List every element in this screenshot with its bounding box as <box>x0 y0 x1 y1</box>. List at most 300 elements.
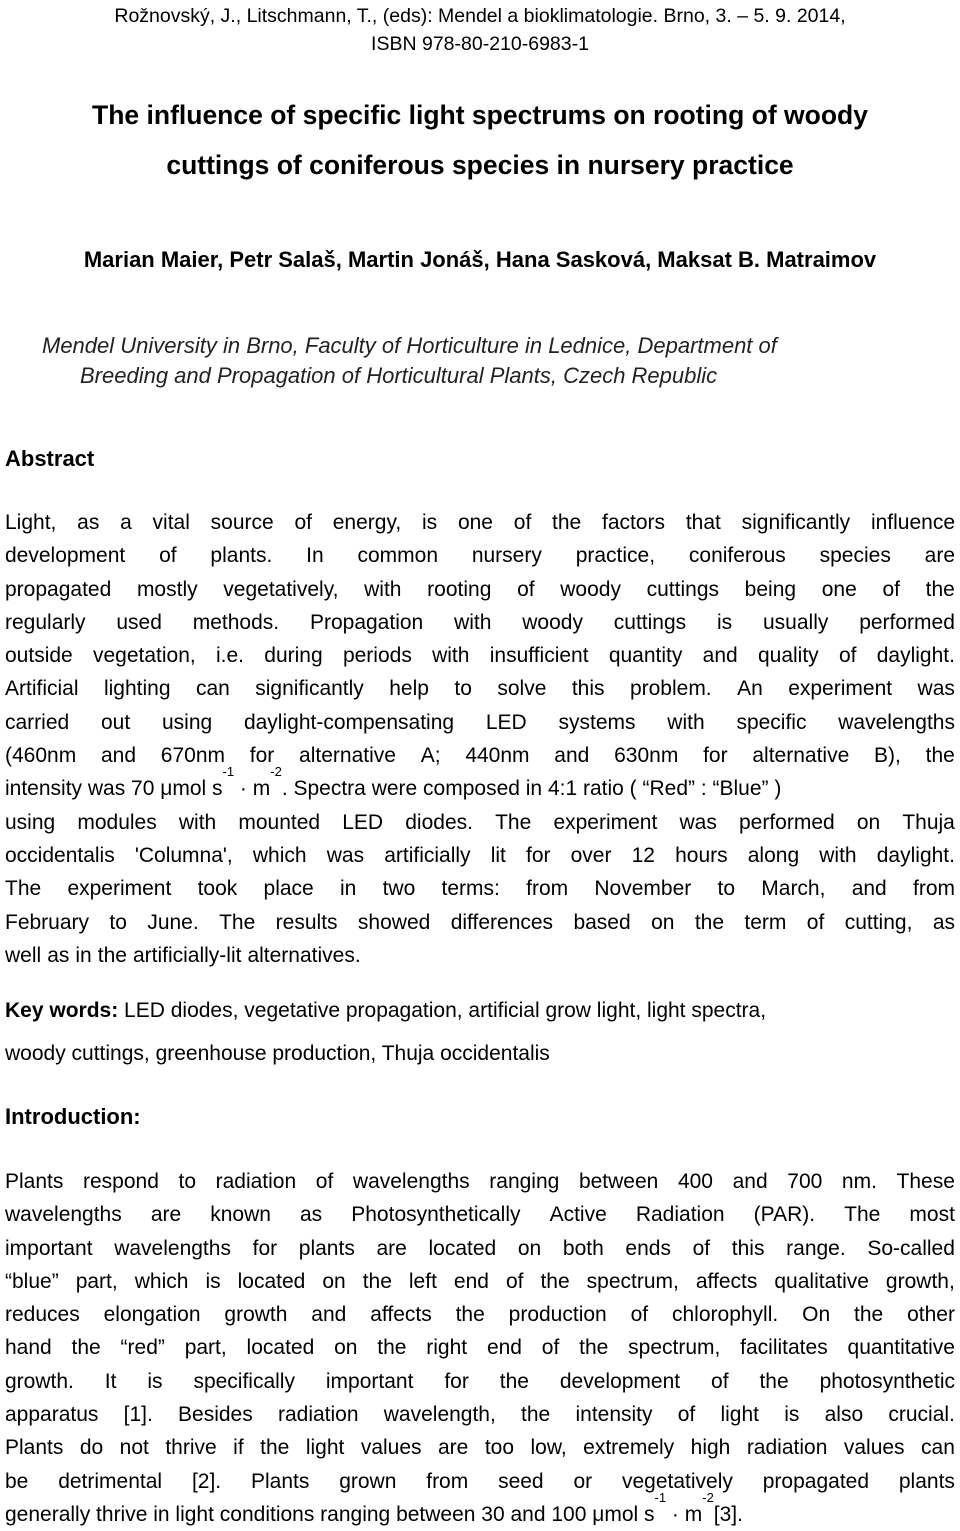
word: for <box>444 1369 469 1393</box>
word: of <box>315 1170 334 1193</box>
word: Plants <box>5 1436 64 1460</box>
keywords <box>5 994 955 1070</box>
word: that <box>685 511 721 534</box>
word: over <box>570 843 612 867</box>
abstract-line <box>5 939 955 972</box>
word: on <box>322 1269 346 1293</box>
word: can <box>195 677 230 701</box>
word: “red” <box>120 1336 165 1360</box>
intro-text: [3]. <box>713 1502 743 1526</box>
word: being <box>744 577 797 601</box>
word: nursery <box>471 544 542 568</box>
word: using <box>161 710 213 734</box>
word: cuttings <box>646 577 719 601</box>
word: The <box>844 1203 881 1227</box>
word: grown <box>339 1469 397 1493</box>
word: source <box>210 511 274 534</box>
word: experiment <box>67 877 172 901</box>
word: energy, <box>332 511 402 534</box>
abstract-line <box>5 539 955 572</box>
abstract-line <box>5 839 955 872</box>
abstract-text: · m <box>234 777 271 801</box>
word: methods. <box>192 610 280 634</box>
word: 440nm <box>465 744 530 768</box>
word: end <box>453 1269 489 1293</box>
word: ranging <box>489 1170 560 1193</box>
word: the <box>377 1336 407 1360</box>
word: carried <box>5 710 70 734</box>
word: right <box>426 1336 468 1360</box>
word: the <box>455 1303 485 1327</box>
word: of <box>677 1403 696 1427</box>
word: affects <box>695 1269 758 1293</box>
word: 630nm <box>614 744 679 768</box>
paper-title <box>0 90 960 190</box>
abstract-line <box>5 672 955 705</box>
word: most <box>909 1203 955 1227</box>
word: of <box>517 577 535 601</box>
word: was <box>326 843 365 867</box>
word: differences <box>450 910 554 934</box>
word: detrimental <box>58 1469 163 1493</box>
word: vegetation, <box>92 644 196 668</box>
word: The <box>5 877 42 901</box>
word: the <box>71 1336 101 1360</box>
word: high <box>690 1436 731 1460</box>
header-line-2: ISBN 978-80-210-6983-1 <box>371 33 589 55</box>
word: to <box>717 877 736 901</box>
word: common <box>357 544 438 568</box>
word: 12 <box>631 843 655 867</box>
word: is <box>422 511 438 534</box>
word: apparatus <box>5 1403 99 1427</box>
word: in <box>339 877 357 901</box>
intro-line <box>5 1365 955 1398</box>
word: known <box>210 1203 271 1227</box>
word: for <box>252 1236 278 1260</box>
word: of <box>159 544 177 568</box>
abstract-line <box>5 639 955 672</box>
word: quantity <box>608 644 683 668</box>
intro-line <box>5 1331 955 1364</box>
word: seed <box>498 1469 544 1493</box>
abstract-body <box>5 506 955 972</box>
word: So-called <box>867 1236 955 1260</box>
word: ends <box>625 1236 671 1260</box>
word: of <box>711 1369 729 1393</box>
word: with <box>432 644 470 668</box>
intro-line <box>5 1198 955 1231</box>
word: insufficient <box>489 644 589 668</box>
word: of <box>513 511 532 534</box>
word: with <box>819 843 857 867</box>
word: spectrum, <box>586 1269 679 1293</box>
word: the <box>925 744 955 768</box>
word: species <box>819 544 891 568</box>
word: is <box>205 1269 221 1293</box>
word: end <box>486 1336 522 1360</box>
word: alternative <box>299 744 396 768</box>
intro-line <box>5 1232 955 1265</box>
word: is <box>716 610 733 634</box>
word: respond <box>82 1170 159 1193</box>
word: the <box>362 1269 392 1293</box>
word: with <box>667 710 705 734</box>
word: practice, <box>575 544 656 568</box>
word: outside <box>5 644 73 668</box>
word: solve <box>497 677 547 701</box>
intro-line-units <box>5 1489 955 1531</box>
word: the <box>759 1369 789 1393</box>
word: located <box>246 1336 315 1360</box>
word: of <box>692 1236 711 1260</box>
intro-line <box>5 1265 955 1298</box>
abstract-line <box>5 739 955 772</box>
word: quality <box>757 644 819 668</box>
word: which <box>134 1269 189 1293</box>
word: the <box>854 1303 884 1327</box>
word: of <box>882 577 900 601</box>
title-line-2: cuttings of coniferous species in nursery practice <box>166 150 794 180</box>
word: experiment <box>788 677 893 701</box>
word: term <box>744 910 787 934</box>
word: vegetatively, <box>223 577 339 601</box>
word: B), <box>874 744 901 768</box>
word: These <box>896 1170 955 1193</box>
word: wavelengths <box>5 1203 122 1227</box>
word: as <box>300 1203 323 1227</box>
word: from <box>913 877 955 901</box>
intro-line <box>5 1465 955 1498</box>
word: part, <box>184 1336 227 1360</box>
word: specifically <box>193 1369 295 1393</box>
word: growth <box>224 1303 288 1327</box>
word: wavelengths <box>838 710 955 734</box>
word: [2]. <box>191 1469 222 1493</box>
word: propagated <box>762 1469 870 1493</box>
intro-text: generally thrive in light conditions ranging between 30 and 100 μmol s <box>5 1502 655 1526</box>
word: LED <box>485 710 527 734</box>
word: photosynthetic <box>819 1369 955 1393</box>
word: (460nm <box>5 744 77 768</box>
word: diodes. <box>405 810 473 834</box>
word: regularly <box>5 610 86 634</box>
word: this <box>731 1236 765 1260</box>
word: of <box>838 644 857 668</box>
word: mounted <box>238 810 321 834</box>
word: June. <box>147 910 199 934</box>
word: on <box>517 1236 542 1260</box>
word: plants <box>298 1236 355 1260</box>
word: affects <box>370 1303 432 1327</box>
word: are <box>150 1203 182 1227</box>
word: light <box>305 1436 345 1460</box>
title-line-1: The influence of specific light spectrums on rooting of woody <box>92 100 868 130</box>
word: An <box>737 677 763 701</box>
word: facilitates <box>740 1336 828 1360</box>
word: with <box>454 610 492 634</box>
word: reduces <box>5 1303 80 1327</box>
word: located <box>237 1269 306 1293</box>
word: do <box>79 1436 104 1460</box>
word: [1]. <box>123 1403 153 1427</box>
word: periods <box>342 644 412 668</box>
word: was <box>679 810 717 834</box>
word: LED <box>342 810 384 834</box>
word: A; <box>420 744 441 768</box>
word: growth. <box>5 1369 74 1393</box>
word: for <box>249 744 275 768</box>
word: which <box>252 843 307 867</box>
word: Plants <box>250 1469 310 1493</box>
word: from <box>426 1469 469 1493</box>
word: out <box>100 710 131 734</box>
word: as <box>77 511 100 534</box>
word: Photosynthetically <box>351 1203 521 1227</box>
word: if <box>233 1436 244 1460</box>
word: influence <box>870 511 955 534</box>
word: Light, <box>5 511 57 534</box>
word: occidentalis <box>5 843 115 867</box>
abstract-line <box>5 606 955 639</box>
word: lighting <box>103 677 171 701</box>
word: as <box>932 910 955 934</box>
abstract-line <box>5 872 955 905</box>
word: the <box>521 1403 551 1427</box>
word: alternative <box>752 744 850 768</box>
word: propagated <box>5 577 112 601</box>
abstract-text: . Spectra were composed in 4:1 ratio ( “Red” : “Blue” ) <box>281 777 782 801</box>
word: wavelengths <box>114 1236 231 1260</box>
word: on <box>856 810 881 834</box>
superscript: -1 <box>222 764 235 780</box>
word: November <box>594 877 692 901</box>
word: factors <box>602 511 666 534</box>
word: well <box>5 943 42 967</box>
word: 670nm <box>160 744 225 768</box>
introduction-body <box>5 1165 955 1531</box>
word: vegetatively <box>622 1469 733 1493</box>
word: wavelengths <box>352 1170 470 1193</box>
abstract-line <box>5 706 955 739</box>
word: light <box>720 1403 759 1427</box>
word: woody <box>522 610 583 634</box>
word: can <box>921 1436 955 1460</box>
word: experiment <box>553 810 658 834</box>
word: crucial. <box>888 1403 955 1427</box>
word: range. <box>786 1236 846 1260</box>
word: from <box>526 877 569 901</box>
word: “blue” <box>5 1269 59 1293</box>
word: Propagation <box>309 610 424 634</box>
word: on <box>651 910 675 934</box>
word: too <box>484 1436 515 1460</box>
word: and <box>851 877 887 901</box>
word: was <box>917 677 955 701</box>
word: and <box>311 1303 347 1327</box>
word: February <box>5 910 90 934</box>
word: The <box>219 910 256 934</box>
word: The <box>495 810 532 834</box>
word: and <box>100 744 137 768</box>
word: Active <box>549 1203 607 1227</box>
word: and <box>554 744 590 768</box>
word: of <box>806 910 825 934</box>
word: artificially-lit <box>132 943 242 967</box>
word: qualitative <box>774 1269 869 1293</box>
superscript: -2 <box>702 1489 714 1505</box>
word: hand <box>5 1336 52 1360</box>
word: March, <box>761 877 826 901</box>
word: systems <box>558 710 636 734</box>
word: development <box>5 544 126 568</box>
word: usually <box>762 610 829 634</box>
word: are <box>376 1236 407 1260</box>
word: the <box>925 577 955 601</box>
word: problem. <box>629 677 712 701</box>
word: significantly <box>741 511 851 534</box>
word: specific <box>736 710 807 734</box>
word: results <box>275 910 338 934</box>
word: wavelength, <box>383 1403 496 1427</box>
word: important <box>325 1369 414 1393</box>
word: showed <box>357 910 431 934</box>
word: to <box>454 677 472 701</box>
word: and <box>732 1170 768 1193</box>
word: along <box>747 843 800 867</box>
word: other <box>907 1303 955 1327</box>
abstract-line <box>5 506 955 539</box>
word: for <box>525 843 551 867</box>
word: for <box>703 744 728 768</box>
word: radiation <box>746 1436 828 1460</box>
intro-line <box>5 1298 955 1331</box>
introduction-heading: Introduction: <box>5 1104 141 1129</box>
word: i.e. <box>216 644 245 668</box>
word: production <box>508 1303 607 1327</box>
header-line-1: Rožnovský, J., Litschmann, T., (eds): Mendel a bioklimatologie. Brno, 3. – 5. 9. 2014, <box>114 5 846 27</box>
word: or <box>573 1469 593 1493</box>
word: of <box>541 1336 560 1360</box>
abstract-line-units <box>5 764 955 805</box>
word: help <box>389 677 429 701</box>
word: values <box>843 1436 905 1460</box>
word: cutting, <box>844 910 913 934</box>
word: performed <box>859 610 955 634</box>
word: the <box>499 1369 529 1393</box>
word: alternatives. <box>247 943 361 967</box>
word: place <box>263 877 314 901</box>
word: of <box>505 1269 524 1293</box>
word: Radiation <box>635 1203 725 1227</box>
word: the <box>260 1436 290 1460</box>
word: radiation <box>277 1403 359 1427</box>
word: be <box>5 1469 29 1493</box>
word: low, <box>530 1436 567 1460</box>
word: cuttings <box>613 610 687 634</box>
word: is <box>784 1403 800 1427</box>
word: artificially <box>384 843 471 867</box>
word: using <box>5 810 56 834</box>
word: coniferous <box>688 544 786 568</box>
word: quantitative <box>847 1336 955 1360</box>
word: intensity <box>575 1403 653 1427</box>
word: plants. <box>210 544 273 568</box>
word: of <box>630 1303 649 1327</box>
abstract-line <box>5 806 955 839</box>
word: part, <box>75 1269 118 1293</box>
word: one <box>821 577 857 601</box>
abstract-line <box>5 906 955 939</box>
word: terms: <box>441 877 500 901</box>
word: with <box>364 577 402 601</box>
word: a <box>120 511 132 534</box>
author-list: Marian Maier, Petr Salaš, Martin Jonáš, Hana Sasková, Maksat B. Matraimov <box>83 247 877 272</box>
intro-line <box>5 1431 955 1464</box>
intro-line <box>5 1398 955 1431</box>
word: the <box>552 511 582 534</box>
word: spectrum, <box>628 1336 721 1360</box>
word: the <box>97 943 127 967</box>
word: In <box>306 544 324 568</box>
word: as <box>47 943 70 967</box>
word: one <box>457 511 493 534</box>
word: between <box>578 1170 659 1193</box>
word: this <box>571 677 605 701</box>
running-header <box>0 2 960 58</box>
word: both <box>562 1236 604 1260</box>
affiliation-line-2: Breeding and Propagation of Horticultural Plants, Czech Republic <box>80 363 718 388</box>
word: used <box>116 610 162 634</box>
word: located <box>428 1236 497 1260</box>
word: Besides <box>178 1403 253 1427</box>
word: woody <box>560 577 621 601</box>
intro-text: · m <box>666 1502 703 1526</box>
word: It <box>104 1369 117 1393</box>
affiliation <box>42 331 960 391</box>
word: to <box>109 910 127 934</box>
word: thrive <box>165 1436 217 1460</box>
word: and <box>702 644 738 668</box>
superscript: -1 <box>654 1489 667 1505</box>
word: important <box>5 1236 93 1260</box>
word: rooting <box>427 577 492 601</box>
keywords-label: Key words: <box>5 999 119 1022</box>
word: also <box>824 1403 864 1427</box>
word: radiation <box>215 1170 297 1193</box>
intro-line <box>5 1165 955 1198</box>
word: with <box>178 810 217 834</box>
affiliation-line-1: Mendel University in Brno, Faculty of Horticulture in Lednice, Department of <box>42 333 777 358</box>
word: took <box>197 877 238 901</box>
word: based <box>573 910 631 934</box>
word: plants <box>898 1469 955 1493</box>
word: growth, <box>885 1269 955 1293</box>
word: not <box>119 1436 149 1460</box>
word: performed <box>738 810 835 834</box>
word: of <box>294 511 312 534</box>
word: on <box>334 1336 358 1360</box>
word: the <box>540 1269 570 1293</box>
word: vital <box>152 511 190 534</box>
word: development <box>559 1369 681 1393</box>
word: On <box>802 1303 831 1327</box>
word: the <box>579 1336 609 1360</box>
word: mostly <box>136 577 198 601</box>
word: 400 <box>677 1170 713 1193</box>
word: hours <box>675 843 728 867</box>
word: the <box>694 910 725 934</box>
